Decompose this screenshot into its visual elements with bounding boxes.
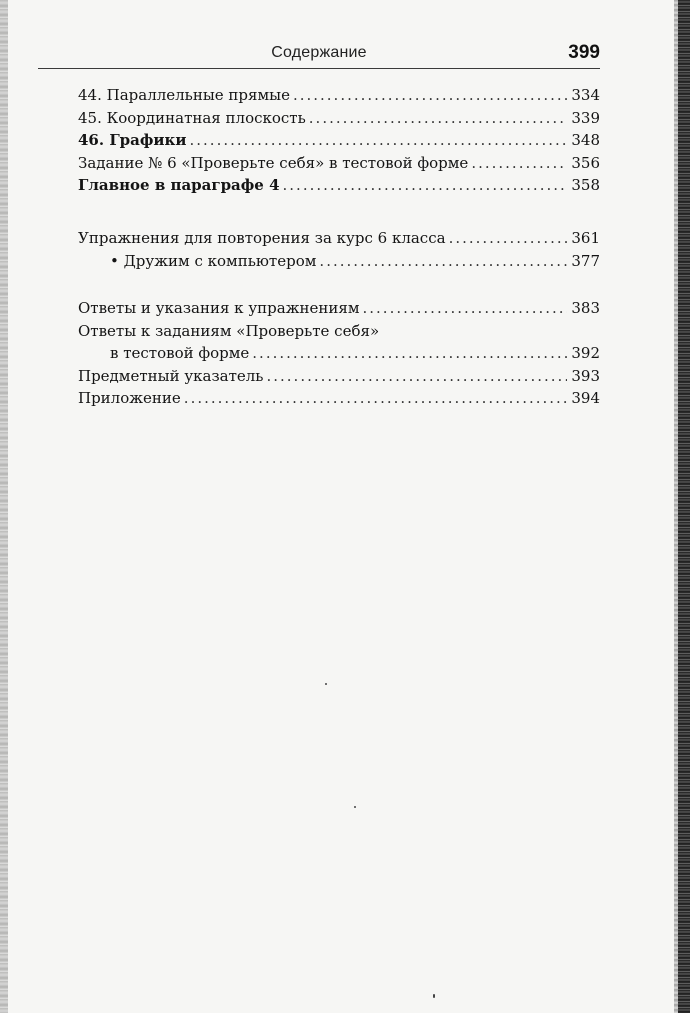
toc-entry-page: 348: [571, 131, 600, 149]
toc-entry-title: Приложение: [78, 389, 181, 407]
toc-entry-page: 383: [571, 299, 600, 317]
toc-leader-dots: [471, 152, 567, 175]
scan-speck: [433, 994, 435, 998]
running-header-title: Содержание: [271, 44, 367, 61]
toc-section-back-matter: [78, 297, 600, 410]
toc-entry-title: Ответы и указания к упражнениям: [78, 299, 360, 317]
toc-leader-dots: [266, 365, 567, 388]
toc-entry-page: 339: [571, 108, 600, 127]
toc-entry-title: Задание № 6 «Проверьте себя» в тестовой форме: [78, 153, 469, 172]
page-number: 399: [568, 42, 600, 63]
toc-leader-dots: [309, 107, 568, 130]
toc-entry-title: 46. Графики: [78, 131, 187, 149]
toc-entry-title: • Дружим с компьютером: [110, 251, 317, 270]
toc-entry-summary-4[interactable]: [78, 174, 600, 197]
toc-entry-title: Главное в параграфе 4: [78, 176, 280, 194]
scan-speck: [354, 806, 356, 808]
toc-entry-computer[interactable]: [78, 250, 600, 273]
scan-speck: [325, 683, 327, 685]
toc-entry-page: 361: [571, 229, 600, 247]
toc-leader-dots: [293, 84, 567, 107]
toc-leader-dots: [319, 250, 567, 273]
toc-entry-page: 356: [571, 153, 600, 172]
toc-entry-test-answers-line1[interactable]: Ответы к заданиям «Проверьте себя»: [78, 321, 380, 340]
toc-entry-parallel-lines[interactable]: [78, 84, 600, 107]
toc-entry-answers[interactable]: [78, 297, 600, 320]
toc-leader-dots: [283, 174, 568, 197]
running-header: [38, 40, 600, 69]
toc-entry-review-exercises[interactable]: [78, 227, 600, 250]
toc-entry-page: 334: [571, 86, 600, 104]
toc-leader-dots: [449, 227, 568, 250]
toc-entry-page: 377: [571, 251, 600, 270]
toc-leader-dots: [252, 342, 567, 365]
toc-entry-page: 358: [571, 176, 600, 194]
toc-entry-test-answers[interactable]: [78, 342, 600, 365]
toc-entry-title: в тестовой форме: [110, 344, 250, 362]
toc-entry-title: 45. Координатная плоскость: [78, 108, 306, 127]
toc-entry-title: 44. Параллельные прямые: [78, 86, 290, 104]
toc-entry-title: Предметный указатель: [78, 366, 264, 385]
toc-section-chapter: [78, 84, 600, 197]
scan-left-edge: [0, 0, 8, 1013]
toc-leader-dots: [190, 129, 568, 152]
toc-entry-appendix[interactable]: [78, 387, 600, 410]
toc-entry-graphs[interactable]: [78, 129, 600, 152]
toc-entry-page: 393: [571, 366, 600, 385]
toc-section-review: [78, 227, 600, 272]
toc-entry-test-6[interactable]: [78, 152, 600, 175]
toc-entry-subject-index[interactable]: [78, 365, 600, 388]
toc-entry-title: Упражнения для повторения за курс 6 класса: [78, 229, 446, 247]
toc-entry-page: 392: [571, 344, 600, 362]
toc-leader-dots: [363, 297, 568, 320]
scan-right-edge: [678, 0, 690, 1013]
toc-entry-page: 394: [571, 389, 600, 407]
toc-entry-coordinate-plane[interactable]: [78, 107, 600, 130]
toc-leader-dots: [184, 387, 568, 410]
